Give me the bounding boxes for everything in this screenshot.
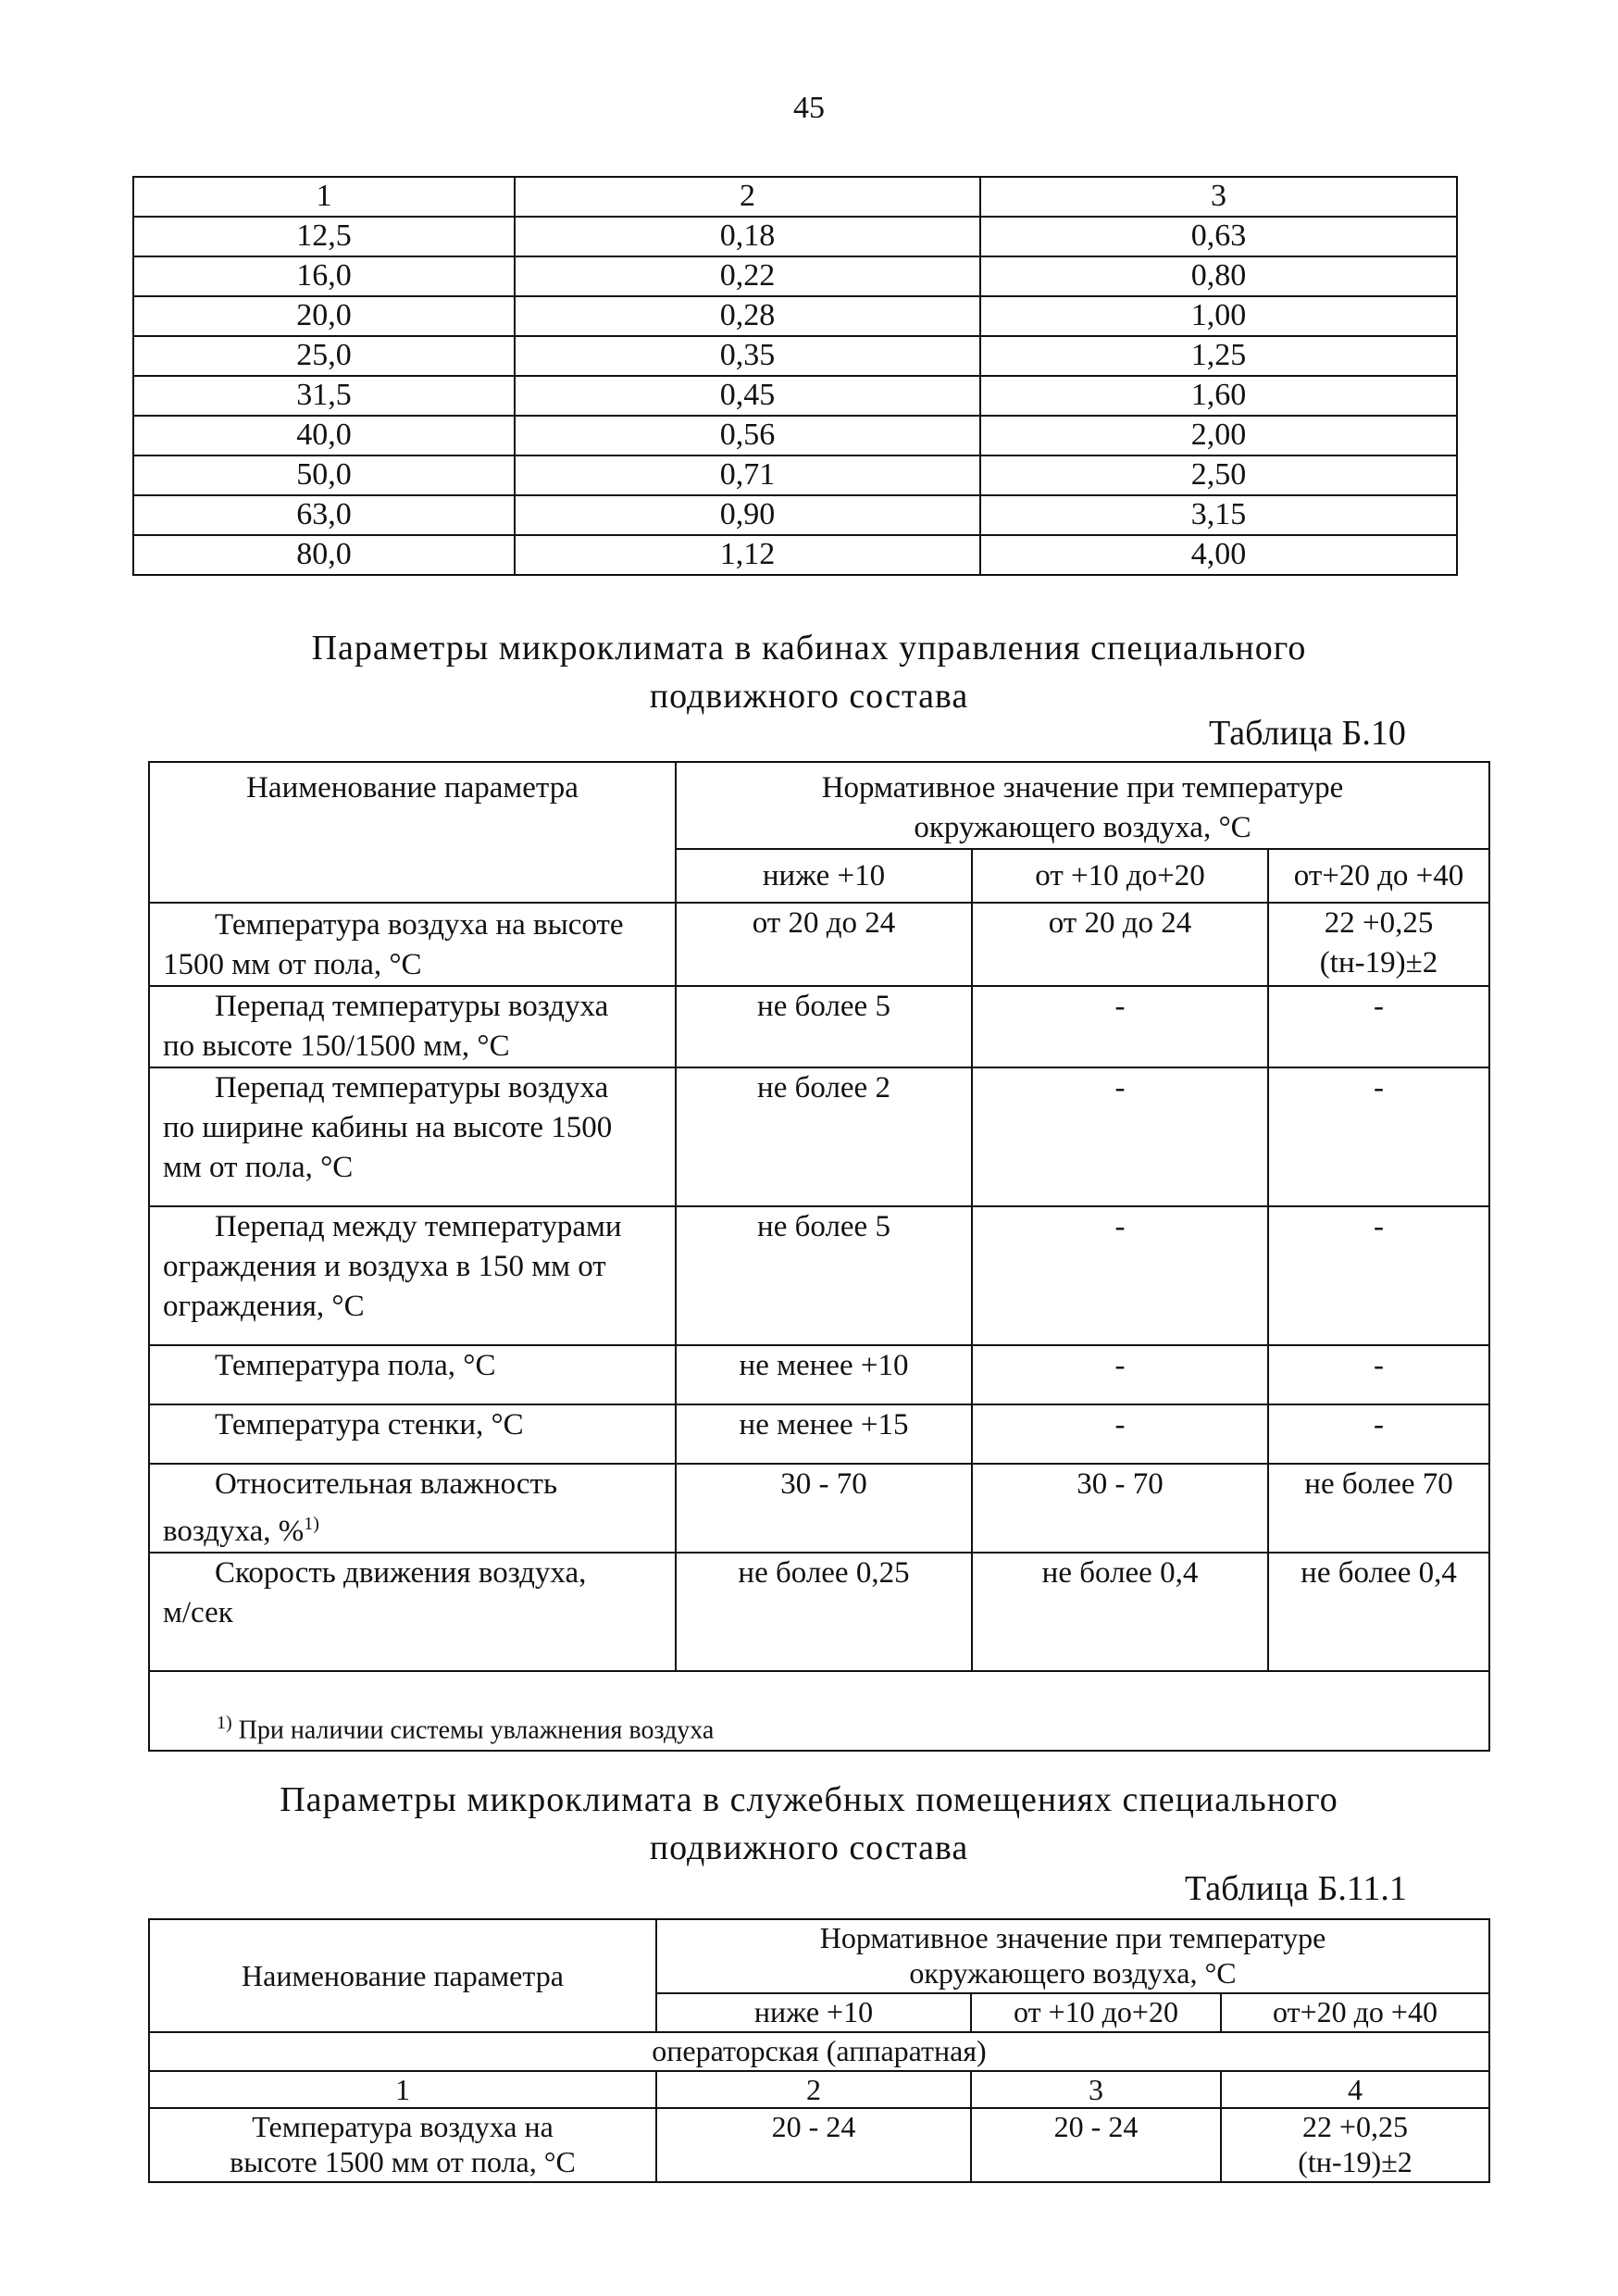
value-cell: - xyxy=(972,1345,1268,1404)
table-row xyxy=(133,296,1457,336)
value-cell xyxy=(1221,2108,1489,2182)
table-row xyxy=(133,376,1457,416)
value-line: 22 +0,25 xyxy=(1301,2110,1409,2143)
param-name-line: ограждения и воздуха в 150 мм от xyxy=(163,1250,606,1283)
cell: 1,60 xyxy=(980,376,1457,416)
value-cell: - xyxy=(1268,1067,1489,1206)
section-title xyxy=(0,1776,1618,1872)
param-name-line: воздуха, % xyxy=(163,1515,305,1548)
param-name-line: 1500 мм от пола, °С xyxy=(163,948,422,981)
value-cell: от 20 до 24 xyxy=(972,903,1268,986)
param-name-line: м/сек xyxy=(163,1596,233,1629)
table-row xyxy=(133,455,1457,495)
cell: 12,5 xyxy=(133,217,515,256)
cell: 31,5 xyxy=(133,376,515,416)
value-cell: - xyxy=(1268,1345,1489,1404)
table-row xyxy=(133,336,1457,376)
value-cell: не менее +15 xyxy=(676,1404,972,1464)
cell: 0,63 xyxy=(980,217,1457,256)
footnote-text: При наличии системы увлажнения воздуха xyxy=(238,1716,715,1744)
norm-header xyxy=(676,762,1489,849)
value-cell: - xyxy=(1268,1404,1489,1464)
table-label: Таблица Б.10 xyxy=(1209,714,1406,753)
table-cabin-microclimate xyxy=(148,761,1490,1752)
page-number: 45 xyxy=(793,91,825,125)
cell: 0,45 xyxy=(515,376,980,416)
param-name xyxy=(149,1464,676,1553)
param-name-line: Температура пола, °С xyxy=(215,1349,496,1382)
value-cell: - xyxy=(972,1067,1268,1206)
cell: 40,0 xyxy=(133,416,515,455)
section-title-line: подвижного состава xyxy=(649,677,969,716)
cell: 25,0 xyxy=(133,336,515,376)
value-cell: не более 70 xyxy=(1268,1464,1489,1553)
cell: 16,0 xyxy=(133,256,515,296)
param-name xyxy=(149,986,676,1067)
cell: 2,50 xyxy=(980,455,1457,495)
value-cell: не более 5 xyxy=(676,986,972,1067)
col-number: 1 xyxy=(149,2071,656,2108)
footnote-ref: 1) xyxy=(304,1514,319,1534)
value-line: (tн-19)±2 xyxy=(1319,946,1438,980)
col-number: 2 xyxy=(515,177,980,217)
value-cell: 30 - 70 xyxy=(676,1464,972,1553)
norm-header xyxy=(656,1919,1489,1993)
table-row xyxy=(149,1464,1489,1553)
section-title-line: Параметры микроклимата в служебных помещениях специального xyxy=(280,1780,1338,1819)
param-name-line: Температура стенки, °С xyxy=(215,1408,524,1441)
table-values xyxy=(132,176,1458,576)
section-title-line: Параметры микроклимата в кабинах управления специального xyxy=(311,629,1307,668)
param-name-line: Относительная влажность xyxy=(215,1467,558,1501)
value-cell: не более 0,4 xyxy=(972,1553,1268,1671)
table-row xyxy=(133,416,1457,455)
param-name-line: Перепад между температурами xyxy=(215,1210,622,1243)
param-name-line: по высоте 150/1500 мм, °С xyxy=(163,1029,510,1063)
table-header-row xyxy=(133,177,1457,217)
section-title xyxy=(0,624,1618,720)
value-cell: не более 0,25 xyxy=(676,1553,972,1671)
col-number: 3 xyxy=(980,177,1457,217)
param-name-line: мм от пола, °С xyxy=(163,1151,354,1184)
value-cell: - xyxy=(972,986,1268,1067)
table-row xyxy=(149,2108,1489,2182)
footnote-mark: 1) xyxy=(217,1712,232,1733)
value-cell: от 20 до 24 xyxy=(676,903,972,986)
param-name-line: Перепад температуры воздуха xyxy=(215,1071,609,1104)
value-cell: не более 0,4 xyxy=(1268,1553,1489,1671)
table-row xyxy=(149,1206,1489,1345)
param-name-line: по ширине кабины на высоте 1500 xyxy=(163,1111,613,1144)
norm-header-line: окружающего воздуха, °С xyxy=(909,1956,1237,1990)
value-cell: - xyxy=(1268,986,1489,1067)
col-number: 3 xyxy=(971,2071,1221,2108)
table-row xyxy=(133,256,1457,296)
table-row xyxy=(149,903,1489,986)
cell: 0,90 xyxy=(515,495,980,535)
subheader: ниже +10 xyxy=(656,1993,971,2032)
value-line: 22 +0,25 xyxy=(1324,906,1434,940)
cell: 0,56 xyxy=(515,416,980,455)
value-cell: 20 - 24 xyxy=(656,2108,971,2182)
value-cell: не более 5 xyxy=(676,1206,972,1345)
cell: 1,25 xyxy=(980,336,1457,376)
cell: 50,0 xyxy=(133,455,515,495)
norm-header-line: окружающего воздуха, °С xyxy=(914,811,1251,844)
param-name-line: ограждения, °С xyxy=(163,1290,365,1323)
table-label: Таблица Б.11.1 xyxy=(1185,1869,1407,1908)
subheader: от +10 до+20 xyxy=(972,849,1268,903)
value-cell: 20 - 24 xyxy=(971,2108,1221,2182)
cell: 63,0 xyxy=(133,495,515,535)
value-cell: не менее +10 xyxy=(676,1345,972,1404)
section-label: операторская (аппаратная) xyxy=(149,2032,1489,2071)
param-name xyxy=(149,2108,656,2182)
param-name xyxy=(149,1206,676,1345)
param-header: Наименование параметра xyxy=(149,1919,656,2032)
param-name-line: Температура воздуха на высоте xyxy=(215,908,624,942)
cell: 0,28 xyxy=(515,296,980,336)
value-cell: не более 2 xyxy=(676,1067,972,1206)
table-row xyxy=(133,217,1457,256)
section-title-line: подвижного состава xyxy=(649,1828,969,1867)
col-number: 1 xyxy=(133,177,515,217)
footnote xyxy=(149,1671,1489,1751)
cell: 0,35 xyxy=(515,336,980,376)
footnote-row xyxy=(149,1671,1489,1751)
param-name-line: Температура воздуха на xyxy=(252,2110,554,2143)
cell: 1,00 xyxy=(980,296,1457,336)
value-cell: - xyxy=(972,1404,1268,1464)
subheader: ниже +10 xyxy=(676,849,972,903)
table-row xyxy=(133,495,1457,535)
param-name xyxy=(149,1067,676,1206)
value-cell: - xyxy=(1268,1206,1489,1345)
value-cell: - xyxy=(972,1206,1268,1345)
table-colnum-row xyxy=(149,2071,1489,2108)
param-header: Наименование параметра xyxy=(149,762,676,903)
cell: 3,15 xyxy=(980,495,1457,535)
table-row xyxy=(133,535,1457,575)
value-cell: 30 - 70 xyxy=(972,1464,1268,1553)
col-number: 4 xyxy=(1221,2071,1489,2108)
subheader: от +10 до+20 xyxy=(971,1993,1221,2032)
cell: 0,22 xyxy=(515,256,980,296)
param-name xyxy=(149,1553,676,1671)
param-name-line: высоте 1500 мм от пола, °С xyxy=(230,2145,576,2178)
cell: 0,18 xyxy=(515,217,980,256)
subheader: от+20 до +40 xyxy=(1221,1993,1489,2032)
param-name-line: Скорость движения воздуха, xyxy=(215,1556,587,1590)
value-line: (tн-19)±2 xyxy=(1298,2145,1413,2178)
cell: 4,00 xyxy=(980,535,1457,575)
subheader: от+20 до +40 xyxy=(1268,849,1489,903)
table-row xyxy=(149,1345,1489,1404)
cell: 0,71 xyxy=(515,455,980,495)
table-header-row xyxy=(149,762,1489,849)
table-section-row xyxy=(149,2032,1489,2071)
col-number: 2 xyxy=(656,2071,971,2108)
table-row xyxy=(149,1553,1489,1671)
value-cell xyxy=(1268,903,1489,986)
norm-header-line: Нормативное значение при температуре xyxy=(819,1921,1326,1954)
cell: 2,00 xyxy=(980,416,1457,455)
param-name xyxy=(149,1345,676,1404)
cell: 0,80 xyxy=(980,256,1457,296)
norm-header-line: Нормативное значение при температуре xyxy=(821,771,1344,805)
cell: 1,12 xyxy=(515,535,980,575)
param-name xyxy=(149,903,676,986)
table-row xyxy=(149,1404,1489,1464)
cell: 20,0 xyxy=(133,296,515,336)
table-service-rooms-microclimate xyxy=(148,1918,1490,2183)
table-row xyxy=(149,986,1489,1067)
cell: 80,0 xyxy=(133,535,515,575)
param-name xyxy=(149,1404,676,1464)
param-name-line: Перепад температуры воздуха xyxy=(215,990,609,1023)
table-row xyxy=(149,1067,1489,1206)
table-header-row xyxy=(149,1919,1489,1993)
